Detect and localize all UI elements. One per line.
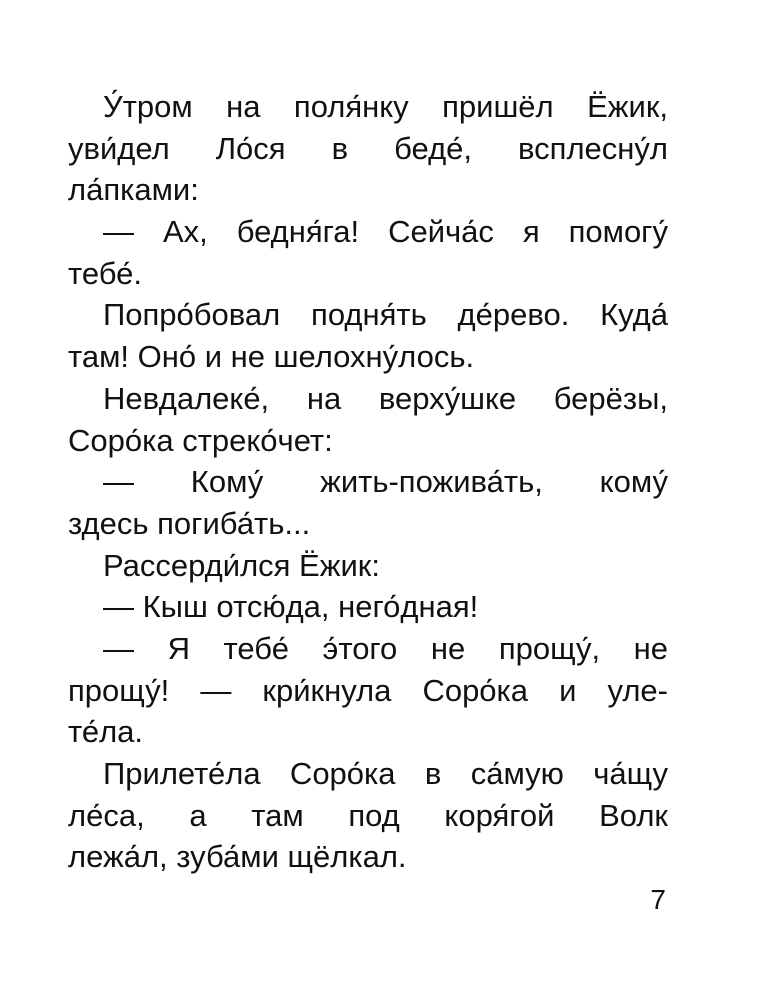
text-line: те́ла.	[68, 714, 144, 750]
text-line: — Ах, бедня́га! Сейча́с я помогу́	[103, 214, 668, 250]
text-line: Попро́бовал подня́ть де́рево. Куда́	[103, 297, 668, 333]
text-line: лежа́л, зуба́ми щёлкал.	[68, 839, 407, 875]
text-line: Невдалеке́, на верху́шке берёзы,	[103, 380, 668, 416]
text-line: — Я тебе́ э́того не прощу́, не	[103, 630, 668, 666]
text-line: Рассерди́лся Ёжик:	[103, 547, 380, 583]
text-line: уви́дел Ло́ся в беде́, всплесну́л	[68, 130, 668, 166]
text-line: — Кому́ жить-пожива́ть, кому́	[103, 464, 668, 500]
text-line: тебе́.	[68, 255, 143, 291]
page-number: 7	[650, 884, 666, 915]
text-line: Соро́ка стреко́чет:	[68, 422, 333, 458]
text-line: Прилете́ла Соро́ка в са́мую ча́щу	[103, 756, 668, 791]
text-line: — Кыш отсю́да, него́дная!	[103, 589, 479, 625]
text-line: здесь погиба́ть...	[68, 505, 311, 541]
text-line: У́тром на поля́нку пришёл Ёжик,	[103, 89, 668, 124]
text-line: ле́са, а там под коря́гой Волк	[68, 797, 668, 833]
text-line: там! Оно́ и не шелохну́лось.	[68, 339, 475, 375]
text-line: прощу́! — кри́кнула Соро́ка и уле-	[68, 672, 668, 708]
page-text	[68, 86, 668, 878]
text-line: ла́пками:	[68, 172, 199, 208]
